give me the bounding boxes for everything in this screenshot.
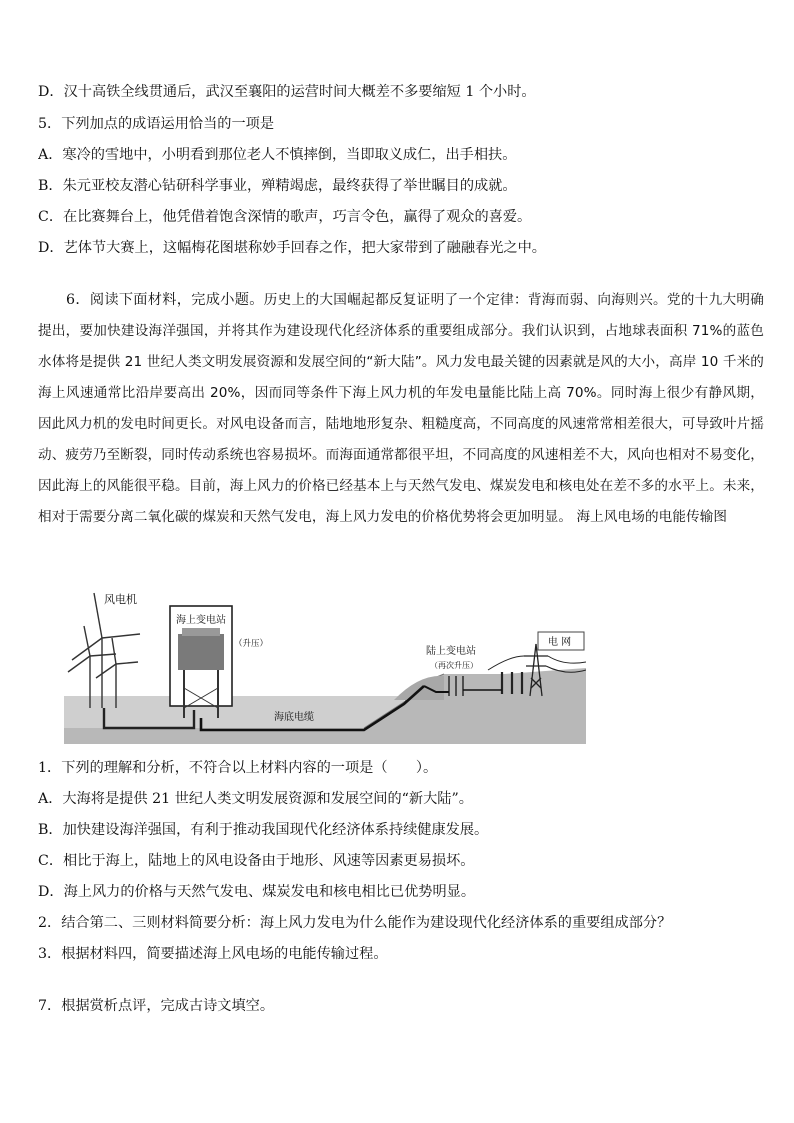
q6-lead: 6．阅读下面材料，完成小题。 (66, 292, 264, 308)
q6-sub2: 2．结合第二、三则材料简要分析：海上风力发电为什么能作为建设现代化经济体系的重要组成部分？ (38, 915, 672, 931)
offshore-station-platform (178, 634, 224, 670)
q7-stem: 7．根据赏析点评，完成古诗文填空。 (38, 998, 275, 1014)
q6-passage-block (38, 285, 764, 533)
label-cable: 海底电缆 (274, 712, 314, 723)
label-step-up: （升压） (234, 639, 269, 649)
q6-sub1-stem: 1．下列的理解和分析，不符合以上材料内容的一项是（ ）。 (38, 760, 438, 776)
q6-passage: 历史上的大国崛起都反复证明了一个定律：背海而弱、向海则兴。党的十九大明确提出，要加快建设海洋强国，并将其作为建设现代化经济体系的重要组成部分。我们认识到，占地球表面积 71%的蓝色水体将是提供 21 世纪人类文明发展资源和发展空间的“新大陆”。风力发电最关键的因素就是风的大小，高岸 10 千米的海上风速通常比沿岸要高出 20%，因而同等条件下海上风力机的年发电量能比陆上高 70%。同时海上很少有静风期，因此风力机的发电时间更长。对风电设备而言，陆地地形复杂、粗糙度高，不同高度的风速常常相差很大，可导致叶片摇动、疲劳乃至断裂，同时传动系统也容易损坏。而海面通常都很平坦，不同高度的风速相差不大，风向也相对不易变化，因此海上的风能很平稳。目前，海上风力的价格已经基本上与天然气发电、煤炭发电和核电处在差不多的水平上。未来，相对于需要分离二氧化碳的煤炭和天然气发电，海上风力发电的价格优势将会更加明显。 海上风电场的电能传输图 (38, 292, 764, 525)
power-transmission-diagram (64, 578, 586, 744)
q6-sub1-option-b: B．加快建设海洋强国，有利于推动我国现代化经济体系持续健康发展。 (38, 822, 489, 838)
q5-option-b: B．朱元亚校友潜心钻研科学事业，殚精竭虑，最终获得了举世瞩目的成就。 (38, 178, 517, 194)
q5-option-a: A．寒冷的雪地中，小明看到那位老人不慎摔倒，当即取义成仁，出手相扶。 (38, 147, 517, 163)
label-turbine: 风电机 (104, 593, 137, 606)
q4-option-d: D．汉十高铁全线贯通后，武汉至襄阳的运营时间大概差不多要缩短 1 个小时。 (38, 84, 536, 100)
q5-option-c: C．在比赛舞台上，他凭借着饱含深情的歌声，巧言令色，赢得了观众的喜爱。 (38, 209, 532, 225)
q5-stem: 5．下列加点的成语运用恰当的一项是 (38, 116, 275, 132)
q6-sub1-option-d: D．海上风力的价格与天然气发电、煤炭发电和核电相比已优势明显。 (38, 884, 476, 900)
q6-sub3: 3．根据材料四，简要描述海上风电场的电能传输过程。 (38, 946, 388, 962)
label-onshore-station: 陆上变电站 (426, 646, 476, 657)
q5-option-d: D．艺体节大赛上，这幅梅花图堪称妙手回春之作，把大家带到了融融春光之中。 (38, 240, 546, 256)
label-offshore-station: 海上变电站 (176, 615, 226, 626)
q6-sub1-option-a: A．大海将是提供 21 世纪人类文明发展资源和发展空间的“新大陆”。 (38, 791, 473, 807)
label-step-up-again: （再次升压） (430, 661, 478, 670)
q6-sub1-option-c: C．相比于海上，陆地上的风电设备由于地形、风速等因素更易损坏。 (38, 853, 475, 869)
label-grid: 电 网 (548, 637, 572, 648)
